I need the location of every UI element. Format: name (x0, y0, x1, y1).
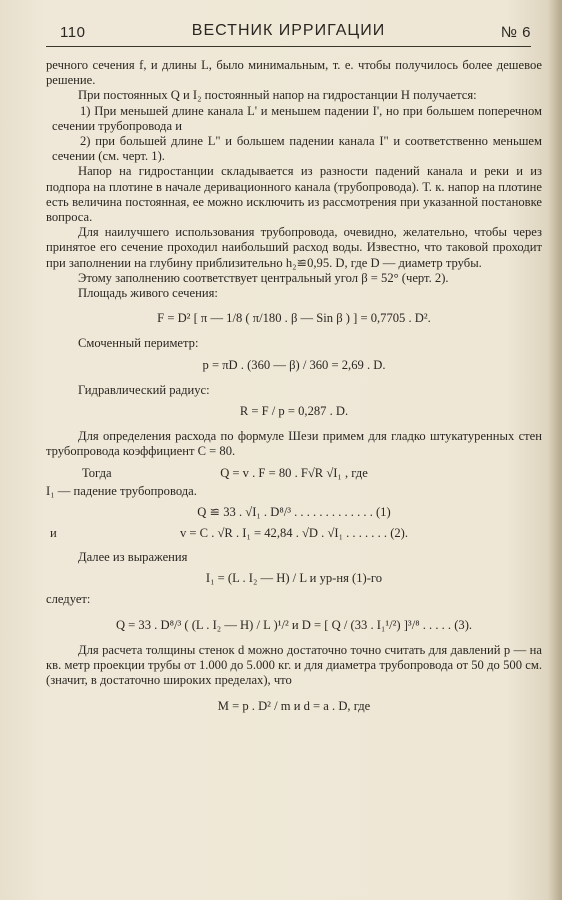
formula-line (46, 466, 542, 484)
formula-label: Тогда (82, 465, 112, 480)
paragraph: Напор на гидростанции складывается из разности падений канала и реки и из подпора на плотине в начале деривационного канала (трубопровода). Т. к. напор на плотине есть величина постоянная, ее можно исключить из рассмотрения при указанной постановке вопроса. (46, 164, 542, 225)
formula-area: F = D² [ π — 1/8 ( π/180 . β — Sin β ) ] = 0,7705 . D². (157, 311, 431, 326)
equation-3: Q = 33 . D⁸/³ ( (L . I₂ — H) / L )¹/² и D = [ Q / (33 . I₁¹/²) ]³/⁸ . . . . . (3). (115, 617, 473, 632)
list-item: 2) при большей длине L" и большем падении канала I" и соответственно меньшем сечении (см. черт. 1). (52, 134, 542, 164)
issue-number: № 6 (500, 24, 531, 41)
paragraph: Для наилучшего использования трубопровода, очевидно, желательно, чтобы через принятое его сечение проходил наибольший расход воды. Известно, что таковой проходит при заполнении на глубину приблизительно h₂≌0,95. D, где D — диаметр трубы. (46, 225, 542, 270)
page-number: 110 (60, 24, 86, 41)
paragraph: Для расчета толщины стенок d можно достаточно точно считать для давлений p — на кв. метр проекции трубы от 1.000 до 5.000 кг. и для диаметра трубопровода от 50 до 500 см. (значит, в достаточно широких пределах), что (46, 642, 542, 688)
paragraph: Для определения расхода по формуле Шези примем для гладко штукатуренных стен трубопровода коэффициент C = 80. (46, 429, 542, 459)
equation-2: v = C . √R . I₁ = 42,84 . √D . √I₁ . . . . . . . (2). (179, 526, 409, 541)
paragraph: Этому заполнению соответствует центральный угол β = 52° (черт. 2). (78, 270, 449, 285)
formula-radius: R = F / p = 0,287 . D. (239, 404, 349, 419)
paragraph: следует: (46, 592, 91, 607)
formula-label: и (50, 526, 57, 541)
formula-flow: Q = v . F = 80 . F√R √I₁ , где (220, 465, 368, 480)
equation-1: Q ≌ 33 . √I₁ . D⁸/³ . . . . . . . . . . . . . (1) (197, 504, 391, 519)
page-spine-shadow (548, 0, 562, 900)
formula-line (46, 526, 542, 544)
header-rule (46, 46, 531, 47)
formula-perimeter: p = πD . (360 — β) / 360 = 2,69 . D. (202, 357, 386, 372)
paragraph: Площадь живого сечения: (78, 286, 218, 301)
formula-moment: M = p . D² / m и d = a . D, где (217, 698, 371, 713)
paragraph: речного сечения f, и длины L, было минимальным, т. е. чтобы получилось более дешевое решение. (46, 58, 542, 88)
journal-title: ВЕСТНИК ИРРИГАЦИИ (191, 22, 386, 39)
paragraph: Далее из выражения (78, 550, 188, 565)
formula-slope: I₁ = (L . I₂ — H) / L и ур-ня (1)-го (205, 571, 383, 586)
paragraph: При постоянных Q и I₂ постоянный напор на гидростанции H получается: (78, 88, 477, 103)
page-header (46, 22, 531, 44)
paragraph: Смоченный периметр: (78, 336, 199, 351)
article-body (46, 58, 542, 714)
paragraph: I₁ — падение трубопровода. (46, 483, 197, 498)
paragraph: Гидравлический радиус: (78, 382, 210, 397)
list-item: 1) При меньшей длине канала L' и меньшем падении I', но при большем поперечном сечении трубопровода и (52, 103, 542, 133)
